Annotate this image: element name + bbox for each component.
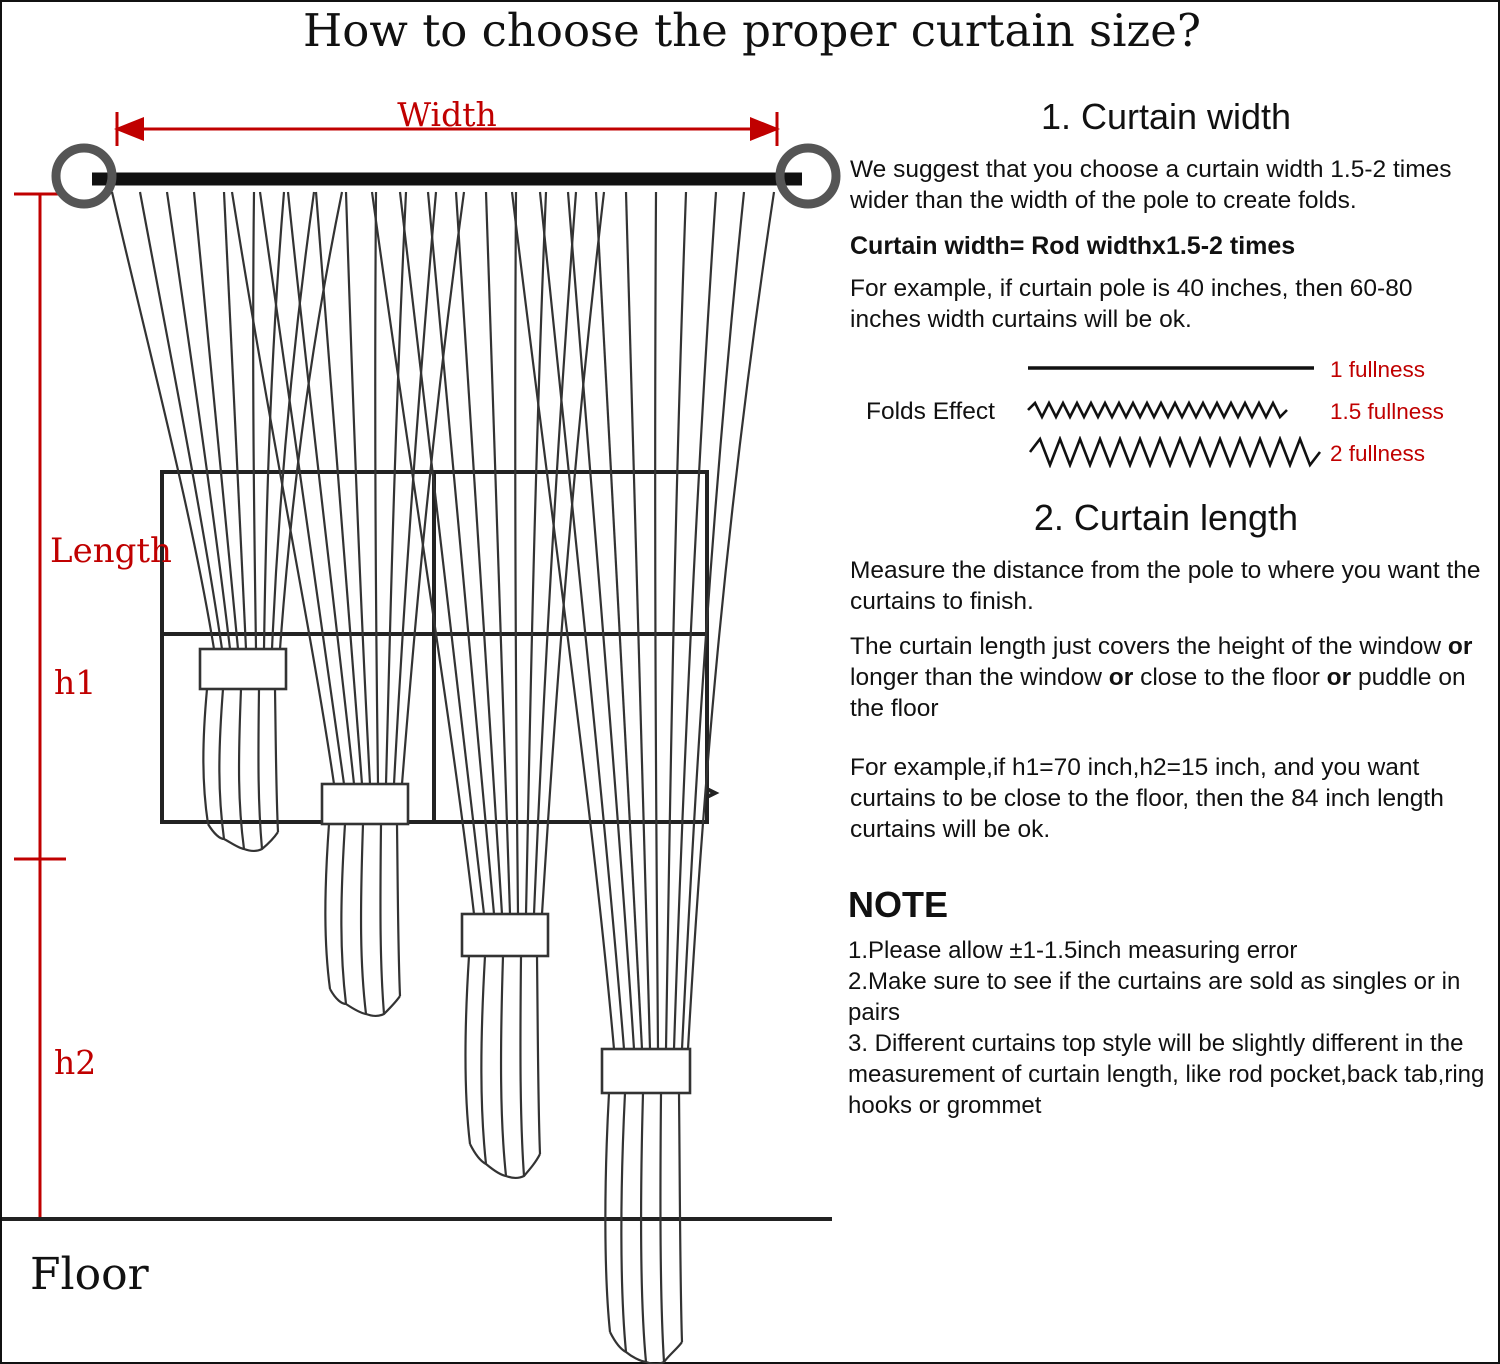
length-p2-or-1: or [1447, 633, 1473, 660]
folds-label-1: 1 fullness [1330, 357, 1426, 382]
curtain-panel-2 [232, 192, 464, 1016]
curtain-diagram [2, 64, 842, 1364]
section-heading-length: 2. Curtain length [1033, 497, 1299, 538]
curtain-panel-3 [372, 192, 604, 1178]
width-paragraph-1: We suggest that you choose a curtain width 1.5-2 times wider than the width of the pole to create folds. [850, 156, 1452, 214]
small-wave-icon [1026, 398, 1316, 427]
folds-row-2 [1026, 391, 1490, 433]
folds-row-3 [1026, 433, 1490, 475]
length-p2-part-4: close to the floor [1133, 664, 1327, 691]
note-line-2: 2.Make sure to see if the curtains are sold as singles or in pairs [848, 968, 1461, 1026]
length-paragraph-1: Measure the distance from the pole to where you want the curtains to finish. [850, 557, 1481, 615]
width-formula: Curtain width= Rod widthx1.5-2 times [850, 232, 1296, 260]
folds-effect-label: Folds Effect [866, 398, 995, 425]
length-paragraph-3: For example,if h1=70 inch,h2=15 inch, and you want curtains to be close to the floor, then the 84 inch length curtains will be ok. [850, 754, 1444, 843]
width-paragraph-2: For example, if curtain pole is 40 inches, then 60-80 inches width curtains will be ok. [850, 275, 1413, 333]
note-line-1: 1.Please allow ±1-1.5inch measuring error [848, 937, 1298, 964]
folds-row-1 [1026, 349, 1490, 391]
length-paragraph-2 [842, 631, 1490, 724]
length-p2-or-2: or [1108, 664, 1134, 691]
page-title: How to choose the proper curtain size? [303, 4, 1201, 57]
curtain-panels [112, 192, 774, 1364]
length-p2-part-0: The curtain length just covers the height of the window [850, 633, 1448, 660]
h2-label: h2 [54, 1043, 97, 1082]
section-heading-note: NOTE [848, 884, 949, 925]
length-label: Length [50, 531, 172, 571]
folds-label-3: 2 fullness [1330, 441, 1426, 466]
note-line-3: 3. Different curtains top style will be slightly different in the measurement of curtain length, like rod pocket,back tab,ring hooks or grommet [848, 1030, 1485, 1119]
h1-label: h1 [54, 663, 97, 702]
floor-label: Floor [30, 1249, 149, 1300]
folds-label-2: 1.5 fullness [1330, 399, 1444, 424]
section-heading-width: 1. Curtain width [1040, 96, 1292, 137]
width-label: Width [397, 95, 497, 134]
folds-effect-chart [842, 349, 1490, 475]
large-wave-icon [1026, 436, 1316, 473]
length-p2-part-2: longer than the window [850, 664, 1109, 691]
length-p2-part-6: puddle on the floor [850, 664, 1466, 722]
curtain-rod [56, 148, 836, 204]
length-p2-or-3: or [1326, 664, 1352, 691]
straight-line-icon [1026, 360, 1316, 381]
instructions-column [842, 94, 1498, 1364]
